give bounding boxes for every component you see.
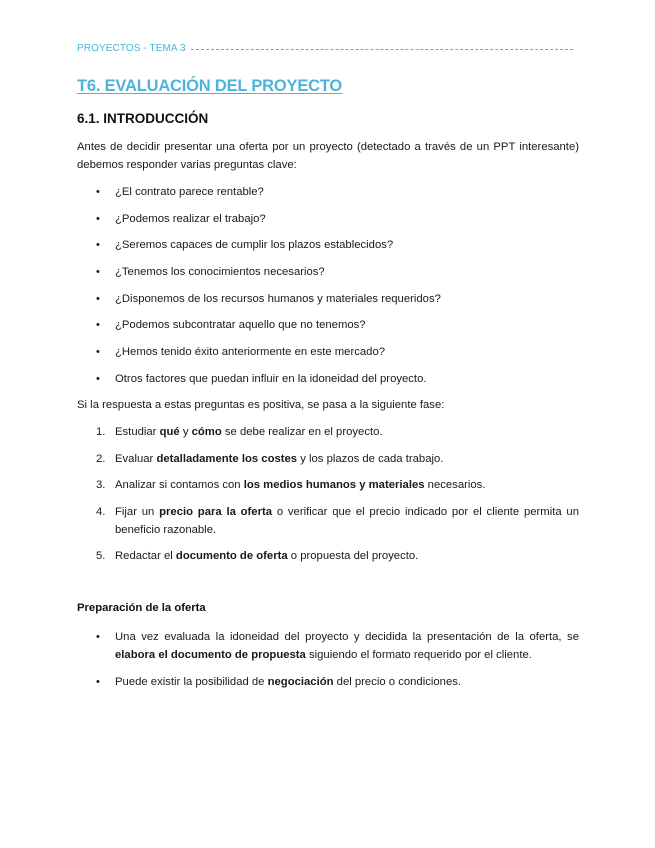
- list-item: 1. Estudiar qué y cómo se debe realizar en el proyecto.: [77, 423, 579, 441]
- bullet-icon: •: [96, 319, 100, 332]
- step-number: 4.: [96, 505, 106, 518]
- list-item: • Una vez evaluada la idoneidad del proyecto y decidida la presentación de la oferta, se elabora el documento de propuesta siguiendo el formato requerido por el cliente.: [77, 628, 579, 664]
- step-number: 2.: [96, 452, 106, 465]
- header-text: PROYECTOS - TEMA 3: [77, 43, 186, 54]
- list-item: • ¿Tenemos los conocimientos necesarios?: [77, 263, 579, 281]
- bullet-icon: •: [96, 631, 100, 643]
- prep-list: [77, 628, 579, 699]
- bullet-icon: •: [96, 212, 100, 225]
- section-heading: 6.1. INTRODUCCIÓN: [77, 111, 209, 126]
- list-item: 3. Analizar si contamos con los medios humanos y materiales necesarios.: [77, 476, 579, 494]
- list-item: • Puede existir la posibilidad de negociación del precio o condiciones.: [77, 673, 579, 691]
- list-item: 5. Redactar el documento de oferta o propuesta del proyecto.: [77, 547, 579, 565]
- bullet-icon: •: [96, 675, 100, 688]
- next-phase-paragraph: Si la respuesta a estas preguntas es positiva, se pasa a la siguiente fase:: [77, 399, 445, 411]
- list-item: • ¿Podemos realizar el trabajo?: [77, 210, 579, 228]
- list-item: • ¿Seremos capaces de cumplir los plazos establecidos?: [77, 236, 579, 254]
- bullet-icon: •: [96, 372, 100, 385]
- page-header: [77, 43, 573, 54]
- prep-heading: Preparación de la oferta: [77, 602, 206, 614]
- list-item: 4. Fijar un precio para la oferta o verificar que el precio indicado por el cliente permita un beneficio razonable.: [77, 503, 579, 539]
- intro-paragraph: Antes de decidir presentar una oferta por un proyecto (detectado a través de un PPT interesante) debemos responder varias preguntas clave:: [77, 141, 579, 171]
- bullet-icon: •: [96, 266, 100, 279]
- list-item: • Otros factores que puedan influir en la idoneidad del proyecto.: [77, 370, 579, 388]
- list-item: • ¿Hemos tenido éxito anteriormente en este mercado?: [77, 343, 579, 361]
- questions-list: [77, 183, 579, 397]
- list-item: 2. Evaluar detalladamente los costes y los plazos de cada trabajo.: [77, 450, 579, 468]
- bullet-icon: •: [96, 186, 100, 198]
- list-item: • ¿Podemos subcontratar aquello que no tenemos?: [77, 316, 579, 334]
- bullet-icon: •: [96, 346, 100, 359]
- bullet-icon: •: [96, 239, 100, 252]
- step-number: 5.: [96, 550, 106, 562]
- step-number: 3.: [96, 479, 106, 491]
- bullet-icon: •: [96, 292, 100, 305]
- step-number: 1.: [96, 426, 106, 438]
- document-title: T6. EVALUACIÓN DEL PROYECTO: [77, 77, 343, 95]
- list-item: • ¿Disponemos de los recursos humanos y materiales requeridos?: [77, 290, 579, 308]
- list-item: • ¿El contrato parece rentable?: [77, 183, 579, 201]
- steps-list: [77, 423, 579, 574]
- header-dashed-rule: [191, 49, 573, 50]
